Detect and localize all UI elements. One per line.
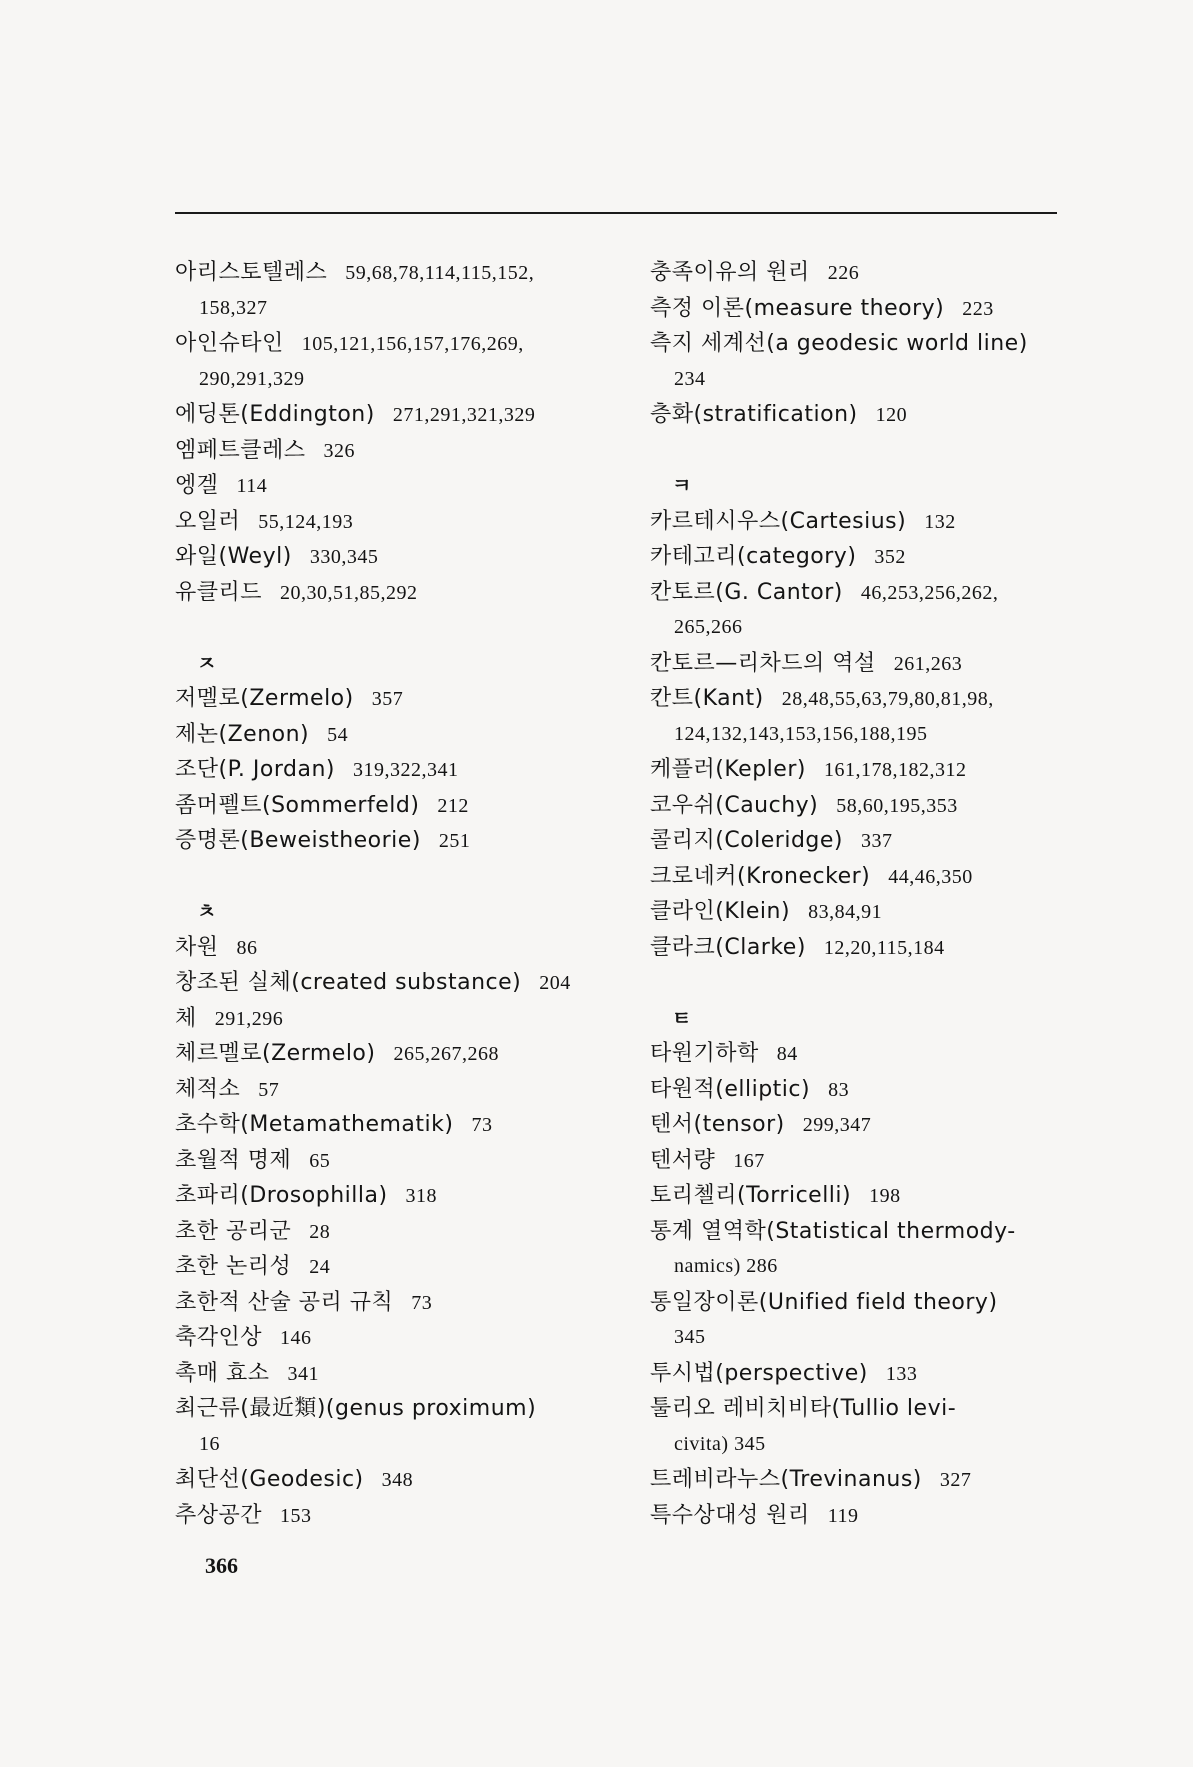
- index-entry: [650, 646, 1060, 682]
- index-page-refs: 265,267,268: [393, 1043, 499, 1065]
- index-entry: [175, 930, 605, 966]
- index-term: 최근류(最近類)(genus proximum): [175, 1396, 537, 1421]
- index-term: 창조된 실체(created substance): [175, 970, 522, 995]
- index-entry: [650, 752, 1060, 788]
- index-term: 크로네커(Kronecker): [650, 863, 871, 889]
- index-page-refs: 251: [438, 830, 471, 852]
- index-page-refs: 161,178,182,312: [823, 759, 967, 781]
- index-page-refs: 167: [733, 1149, 765, 1172]
- index-page-refs: 46,253,256,262,: [860, 581, 999, 604]
- index-entry: [175, 1320, 605, 1356]
- index-page-refs: 86: [236, 936, 258, 959]
- index-page-refs: 291,296: [214, 1007, 284, 1030]
- index-page-refs: 299,347: [802, 1114, 872, 1136]
- index-term: 통일장이론(Unified field theory): [650, 1289, 998, 1315]
- index-term: 체: [175, 1005, 197, 1031]
- index-term: 투시법(perspective): [650, 1360, 868, 1386]
- index-entry-continuation: namics) 286: [674, 1255, 778, 1277]
- index-page-refs: 55,124,193: [258, 510, 354, 533]
- index-term: 오일러: [175, 508, 241, 534]
- index-term: 트레비라누스(Trevinanus): [650, 1467, 922, 1492]
- index-term: 촉매 효소: [175, 1360, 270, 1386]
- index-term: 제논(Zenon): [175, 721, 310, 747]
- index-term: 카테고리(category): [650, 544, 857, 569]
- section-heading: ㅌ: [672, 1005, 692, 1030]
- index-entry-continuation: 345: [674, 1326, 706, 1348]
- index-term: 초한 논리성: [175, 1254, 292, 1279]
- index-page-refs: 337: [861, 830, 893, 852]
- index-entry: [175, 1036, 605, 1072]
- index-term: 툴리오 레비치비타(Tullio levi-: [650, 1396, 957, 1421]
- index-entry-continuation: 158,327: [199, 296, 268, 319]
- index-entry: [175, 1178, 605, 1214]
- index-page-refs: 84: [776, 1043, 798, 1065]
- index-page-refs: 24: [309, 1256, 331, 1278]
- index-term: 칸토르—리차드의 역설: [650, 650, 876, 676]
- index-term: 초한적 산술 공리 규칙: [175, 1289, 394, 1315]
- index-entry: [650, 1391, 1060, 1427]
- index-page-refs: 153: [280, 1504, 312, 1527]
- index-entry: [650, 930, 1060, 966]
- index-page-refs: 73: [411, 1291, 433, 1314]
- index-page-refs: 319,322,341: [353, 759, 459, 781]
- index-entry: [650, 1107, 1060, 1143]
- index-entry: [650, 1356, 1060, 1392]
- index-entry: [175, 717, 605, 753]
- index-entry: [175, 1001, 605, 1037]
- index-page-refs: 326: [323, 439, 356, 462]
- index-page-refs: 20,30,51,85,292: [280, 581, 418, 604]
- index-term: 엥겔: [175, 473, 219, 498]
- index-term: 충족이유의 원리: [650, 260, 810, 285]
- index-page-refs: 352: [874, 546, 906, 568]
- index-term: 유클리드: [175, 579, 263, 605]
- index-term: 조단(P. Jordan): [175, 757, 335, 782]
- index-page-refs: 271,291,321,329: [392, 404, 536, 426]
- index-term: 토리첼리(Torricelli): [650, 1183, 852, 1208]
- index-entry: [650, 1036, 1060, 1072]
- index-page-refs: 327: [939, 1469, 972, 1491]
- index-term: 측지 세계선(a geodesic world line): [650, 331, 1028, 356]
- index-page-refs: 348: [381, 1469, 414, 1491]
- index-entry: [650, 539, 1060, 575]
- index-page-refs: 357: [371, 688, 404, 710]
- index-entry: [175, 1143, 605, 1179]
- index-entry: [175, 539, 605, 575]
- section-gap: [650, 965, 1060, 1001]
- index-page-refs: 198: [869, 1185, 901, 1207]
- index-term: 축각인상: [175, 1325, 263, 1350]
- section-gap: [175, 859, 605, 895]
- index-page-refs: 58,60,195,353: [836, 794, 958, 817]
- index-entry: [175, 1498, 605, 1534]
- index-page-refs: 73: [471, 1114, 493, 1136]
- index-column-right: [650, 255, 1060, 1533]
- index-page-refs: 212: [437, 794, 469, 817]
- index-page-refs: 65: [309, 1149, 331, 1172]
- section-heading: ㅊ: [197, 899, 217, 923]
- index-entry: [175, 468, 605, 504]
- section-heading: ㅋ: [672, 473, 692, 497]
- index-term: 케플러(Kepler): [650, 757, 806, 782]
- index-entry: [175, 1391, 605, 1427]
- page-number: 366: [205, 1553, 238, 1578]
- index-entry: [175, 1285, 605, 1321]
- index-term: 코우쉬(Cauchy): [650, 792, 819, 818]
- index-page-refs: 318: [405, 1185, 438, 1207]
- index-term: 차원: [175, 934, 219, 960]
- index-entry: [175, 788, 605, 824]
- index-page-refs: 341: [287, 1362, 320, 1385]
- index-entry: [175, 433, 605, 469]
- index-term: 체적소: [175, 1076, 241, 1102]
- index-entry-continuation: civita) 345: [674, 1432, 766, 1455]
- index-entry: [175, 575, 605, 611]
- index-term: 타원기하학: [650, 1041, 759, 1066]
- index-entry-continuation: 290,291,329: [199, 367, 305, 390]
- index-term: 콜리지(Coleridge): [650, 828, 844, 853]
- index-entry: [175, 504, 605, 540]
- index-term: 에딩톤(Eddington): [175, 402, 375, 427]
- index-page-refs: 119: [827, 1504, 859, 1527]
- index-page-refs: 330,345: [309, 546, 379, 568]
- index-page-refs: 28: [309, 1220, 331, 1243]
- index-page-refs: 83: [828, 1078, 850, 1101]
- index-entry: [175, 1107, 605, 1143]
- index-term: 초한 공리군: [175, 1218, 292, 1244]
- index-page-refs: 59,68,78,114,115,152,: [345, 262, 535, 284]
- index-entry: [175, 965, 605, 1001]
- index-entry: [650, 255, 1060, 291]
- index-entry: [175, 1462, 605, 1498]
- index-entry: [650, 1462, 1060, 1498]
- index-entry: [650, 1285, 1060, 1321]
- index-page-refs: 54: [327, 723, 349, 746]
- index-entry: [175, 823, 605, 859]
- index-term: 아인슈타인: [175, 331, 284, 356]
- index-page-refs: 146: [280, 1327, 312, 1349]
- index-term: 저멜로(Zermelo): [175, 686, 354, 711]
- index-entry: [650, 823, 1060, 859]
- index-entry: [175, 1356, 605, 1392]
- index-term: 증명론(Beweistheorie): [175, 828, 421, 853]
- header-rule: [175, 212, 1057, 214]
- index-term: 층화(stratification): [650, 402, 858, 427]
- index-entry-continuation: 265,266: [674, 616, 743, 638]
- index-term: 초파리(Drosophilla): [175, 1183, 388, 1208]
- index-term: 아리스토텔레스: [175, 260, 328, 285]
- index-page-refs: 204: [539, 972, 571, 994]
- index-term: 타원적(elliptic): [650, 1076, 811, 1102]
- index-page-refs: 120: [875, 404, 908, 426]
- index-entry: [650, 504, 1060, 540]
- index-term: 와일(Weyl): [175, 544, 292, 569]
- index-entry: [650, 575, 1060, 611]
- index-entry-continuation: 124,132,143,153,156,188,195: [674, 722, 928, 745]
- index-entry: [650, 326, 1060, 362]
- index-entry: [175, 1249, 605, 1285]
- index-term: 체르멜로(Zermelo): [175, 1041, 376, 1066]
- index-term: 카르테시우스(Cartesius): [650, 508, 907, 534]
- index-entry: [650, 1498, 1060, 1534]
- index-page-refs: 114: [236, 475, 268, 497]
- index-entry: [650, 894, 1060, 930]
- index-term: 엠페트클레스: [175, 437, 306, 463]
- index-page-refs: 226: [827, 262, 860, 284]
- index-page-refs: 57: [258, 1078, 280, 1101]
- index-entry: [175, 1072, 605, 1108]
- index-term: 좀머펠트(Sommerfeld): [175, 792, 420, 818]
- index-term: 특수상대성 원리: [650, 1502, 810, 1528]
- section-heading: ㅈ: [197, 650, 217, 675]
- section-gap: [650, 433, 1060, 469]
- index-page-refs: 223: [962, 297, 994, 320]
- index-entry-continuation: 234: [674, 367, 706, 390]
- index-term: 텐서량: [650, 1147, 716, 1173]
- index-entry-continuation: 16: [199, 1432, 220, 1455]
- index-entry: [650, 788, 1060, 824]
- index-entry: [650, 1214, 1060, 1250]
- index-term: 초수학(Metamathematik): [175, 1112, 454, 1137]
- index-page-refs: 28,48,55,63,79,80,81,98,: [781, 688, 994, 710]
- index-entry: [650, 1072, 1060, 1108]
- index-term: 텐서(tensor): [650, 1112, 785, 1137]
- index-term: 최단선(Geodesic): [175, 1467, 364, 1492]
- index-entry: [175, 1214, 605, 1250]
- index-entry: [650, 681, 1060, 717]
- index-page-refs: 83,84,91: [808, 901, 883, 923]
- index-term: 초월적 명제: [175, 1147, 292, 1173]
- index-page-refs: 12,20,115,184: [823, 936, 945, 959]
- index-entry: [175, 326, 605, 362]
- index-term: 통계 열역학(Statistical thermody-: [650, 1218, 1016, 1244]
- index-page-refs: 133: [885, 1362, 918, 1385]
- index-page-refs: 261,263: [893, 652, 963, 675]
- index-entry: [175, 397, 605, 433]
- index-entry: [175, 752, 605, 788]
- section-gap: [175, 610, 605, 646]
- index-entry: [650, 1178, 1060, 1214]
- index-page-refs: 132: [924, 510, 956, 533]
- index-entry: [650, 859, 1060, 895]
- index-page-refs: 105,121,156,157,176,269,: [301, 333, 524, 355]
- index-term: 클라인(Klein): [650, 899, 791, 924]
- index-term: 칸트(Kant): [650, 686, 764, 711]
- index-entry: [650, 291, 1060, 327]
- index-entry: [175, 255, 605, 291]
- index-entry: [650, 1143, 1060, 1179]
- index-term: 추상공간: [175, 1502, 263, 1528]
- index-page-refs: 44,46,350: [888, 865, 973, 888]
- index-term: 측정 이론(measure theory): [650, 295, 945, 321]
- index-term: 칸토르(G. Cantor): [650, 579, 843, 605]
- index-entry: [175, 681, 605, 717]
- index-term: 클라크(Clarke): [650, 934, 806, 960]
- index-column-left: [175, 255, 605, 1533]
- index-entry: [650, 397, 1060, 433]
